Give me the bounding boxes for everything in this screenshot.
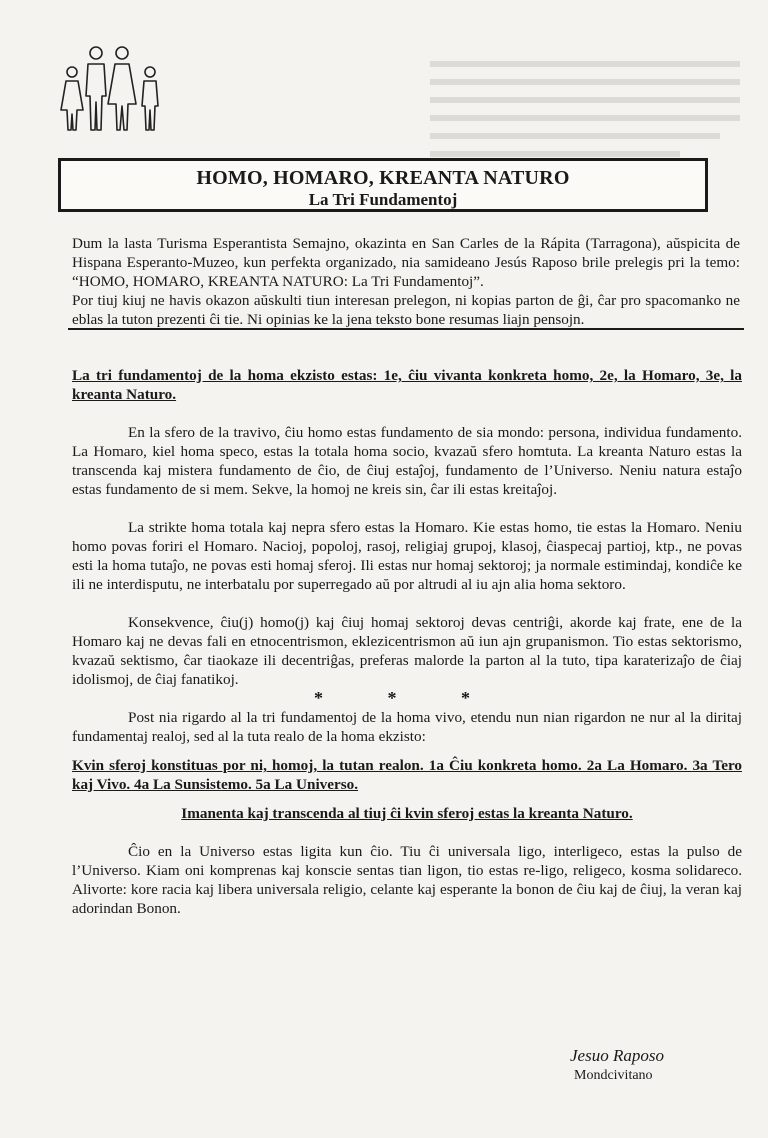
family-icon [58, 44, 174, 136]
signature [560, 1046, 720, 1084]
lead-heading: La tri fundamentoj de la homa ekzisto estas: 1e, ĉiu vivanta konkreta homo, 2e, la Homaro, 3e, la kreanta Naturo. [72, 367, 742, 403]
author-title: Mondcivitano [574, 1068, 653, 1083]
intro-section [72, 234, 740, 329]
body-paragraph: En la sfero de la travivo, ĉiu homo estas fundamento de sia mondo: persona, individua fundamento. La Homaro, kiel homa speco, estas la totala homa socio, kvazaŭ sfero homtuta. La kreanta Naturo estas la transcenda kaj mistera fundamento de ĉio, de ĉiuj estaĵoj, fundamento de l’Universo. Neniu natura estaĵo estas fundamento de si mem. Sekve, la homoj ne kreis sin, ĉar ili estas kreitaĵoj. [72, 424, 742, 498]
show-through-lines [420, 56, 750, 166]
section-separator: * * * [314, 688, 500, 708]
intro-paragraph: Dum la lasta Turisma Esperantista Semajno, okazinta en San Carles de la Rápita (Tarragona), aŭspicita de Hispana Esperanto-Muzeo, kun perfekta organizado, nia samideano Jesús Raposo brile prelegis pri la temo: “HOMO, HOMARO, KREANTA NATURO: La Tri Fundamentoj”. [72, 235, 740, 290]
intro-paragraph: Por tiuj kiuj ne havis okazon aŭskulti tiun interesan prelegon, ni kopias parton de ĝi, ĉar pro spacomanko ne eblas la tuton prezenti ĉi tie. Ni opinias ke la jena teksto bone resumas liajn pensojn. [72, 292, 740, 328]
article-title: HOMO, HOMARO, KREANTA NATURO [196, 167, 570, 189]
article-title-box [58, 158, 708, 212]
body-paragraph: Ĉio en la Universo estas ligita kun ĉio. Tiu ĉi universala ligo, interligeco, estas la pulso de l’Universo. Kiam oni komprenas kaj konscie sentas tian ligon, tio estas re-ligo, religeco, kosma solidareco. Alivorte: kore racia kaj libera universala religio, celante kaj esperante la bonon de ĉiu kaj de ĉiuj, la veran kaj adorindan Bonon. [72, 843, 742, 917]
author-name: Jesuo Raposo [570, 1046, 664, 1065]
body-paragraph: Post nia rigardo al la tri fundamentoj de la homa vivo, etendu nun nian rigardon ne nur al la diritaj fundamentaj realoj, sed al la tuta realo de la homa ekzisto: [72, 709, 742, 745]
body-paragraph: Konsekvence, ĉiu(j) homo(j) kaj ĉiuj homaj sektoroj devas centriĝi, akorde kaj frate, ene de la Homaro kaj ne devas fali en etnocentrismon, eklezicentrismon aŭ iun ajn grupanismon. Tio estas sektorismo, kvazaŭ sektismo, ĉar tiaokaze ili decentriĝas, preferas malorde la parton al la tuto, tipa karaterizaĵo de ĉiaj idolismoj, de ĉiaj fanatikoj. [72, 614, 742, 688]
article-subtitle: La Tri Fundamentoj [308, 190, 458, 209]
body-paragraph: La strikte homa totala kaj nepra sfero estas la Homaro. Kie estas homo, tie estas la Homaro. Neniu homo povas foriri el Homaro. Nacioj, popoloj, rasoj, religiaj grupoj, klasoj, ĉiaspecaj partioj, ktp., ne povas esti la homa tutaĵo, ne povas esti homaj sferoj. Ili estas nur homaj sektoroj; ja normale estimindaj, kondiĉe ke ili ne interdisputu, ne interbatalu por superregado aŭ por altrudi al iu ajn alia homa sektoro. [72, 519, 742, 593]
article-body [72, 366, 742, 918]
immanent-heading: Imanenta kaj transcenda al tiuj ĉi kvin sferoj estas la kreanta Naturo. [181, 805, 633, 822]
spheres-heading: Kvin sferoj konstituas por ni, homoj, la tutan realon. 1a Ĉiu konkreta homo. 2a La Homaro. 3a Tero kaj Vivo. 4a La Sunsistemo. 5a La Universo. [72, 757, 742, 793]
show-through-texture [420, 56, 750, 166]
divider [68, 328, 744, 330]
